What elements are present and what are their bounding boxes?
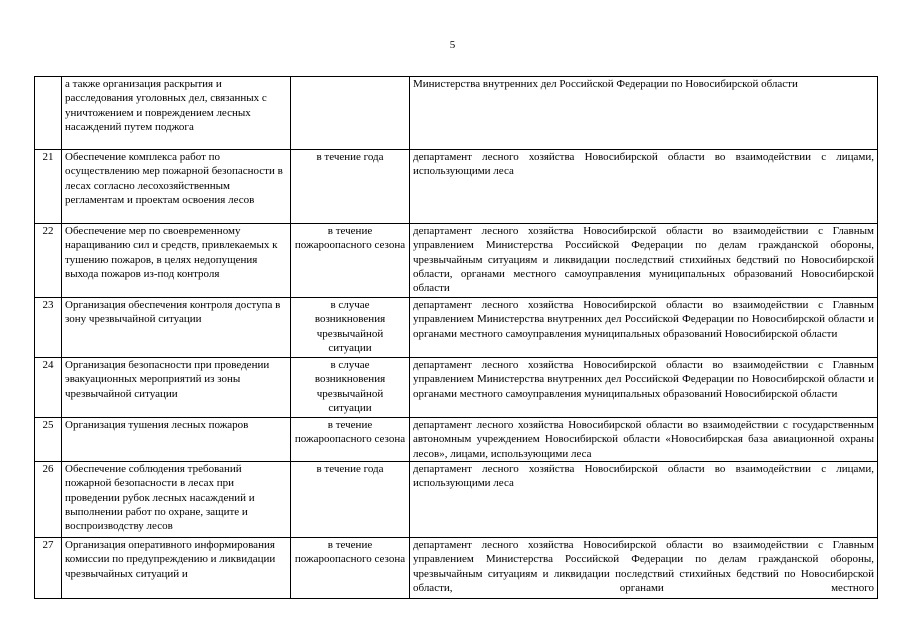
- row-number-cell: 23: [35, 298, 62, 358]
- executor-cell: департамент лесного хозяйства Новосибирской области во взаимодействии с лицами, использующими леса: [410, 462, 878, 538]
- executor-cell: департамент лесного хозяйства Новосибирской области во взаимодействии с государственным автономным учреждением Новосибирской области «Новосибирская база авиационной охраны лесов», лицами, использующими леса: [410, 418, 878, 462]
- row-number-cell: 27: [35, 538, 62, 599]
- row-number-cell: 25: [35, 418, 62, 462]
- row-number-cell: [35, 77, 62, 150]
- table-row: [35, 298, 878, 358]
- activity-cell: а также организация раскрытия и расследования уголовных дел, связанных с уничтожением и повреждением лесных насаждений путем поджога: [62, 77, 291, 150]
- table-row: [35, 224, 878, 298]
- row-number-cell: 26: [35, 462, 62, 538]
- row-number-cell: 24: [35, 358, 62, 418]
- row-number-cell: 22: [35, 224, 62, 298]
- term-cell: в течение пожароопасного сезона: [291, 538, 410, 599]
- table-row: [35, 77, 878, 150]
- activity-cell: Организация обеспечения контроля доступа в зону чрезвычайной ситуации: [62, 298, 291, 358]
- table-row: [35, 358, 878, 418]
- activity-cell: Обеспечение соблюдения требований пожарной безопасности в лесах при проведении рубок лесных насаждений и выполнении работ по охране, защите и воспроизводству лесов: [62, 462, 291, 538]
- activity-cell: Организация тушения лесных пожаров: [62, 418, 291, 462]
- executor-cell: департамент лесного хозяйства Новосибирской области во взаимодействии с Главным управлением Министерства внутренних дел Российской Федерации по Новосибирской области и органами местного самоуправления муниципальных образований Новосибирской области: [410, 358, 878, 418]
- activity-cell: Организация безопасности при проведении эвакуационных мероприятий из зоны чрезвычайной ситуации: [62, 358, 291, 418]
- term-cell: в случае возникновения чрезвычайной ситуации: [291, 358, 410, 418]
- table-row: [35, 150, 878, 224]
- executor-cell: департамент лесного хозяйства Новосибирской области во взаимодействии с Главным управлением Министерства Российской Федерации по делам гражданской обороны, чрезвычайным ситуациям и ликвидации последствий стихийных бедствий по Новосибирской области, органами местного самоуправления муниципальных образований Новосибирской области: [410, 224, 878, 298]
- executor-cell: Министерства внутренних дел Российской Федерации по Новосибирской области: [410, 77, 878, 150]
- term-cell: в течение года: [291, 150, 410, 224]
- activity-cell: Обеспечение комплекса работ по осуществлению мер пожарной безопасности в лесах согласно лесохозяйственным регламентам и проектам освоения лесов: [62, 150, 291, 224]
- term-cell: в течение года: [291, 462, 410, 538]
- term-cell: в течение пожароопасного сезона: [291, 224, 410, 298]
- term-cell: в случае возникновения чрезвычайной ситуации: [291, 298, 410, 358]
- table-row: [35, 418, 878, 462]
- executor-cell: департамент лесного хозяйства Новосибирской области во взаимодействии с Главным управлением Министерства внутренних дел Российской Федерации по Новосибирской области и органами местного самоуправления муниципальных образований Новосибирской области: [410, 298, 878, 358]
- activity-cell: Обеспечение мер по своевременному наращиванию сил и средств, привлекаемых к тушению пожаров, в целях недопущения выхода пожаров из-под контроля: [62, 224, 291, 298]
- activity-cell: Организация оперативного информирования комиссии по предупреждению и ликвидации чрезвычайных ситуаций и: [62, 538, 291, 599]
- table-row: [35, 462, 878, 538]
- executor-cell: департамент лесного хозяйства Новосибирской области во взаимодействии с лицами, использующими леса: [410, 150, 878, 224]
- table-row: [35, 538, 878, 599]
- term-cell: [291, 77, 410, 150]
- page-number: 5: [449, 39, 456, 51]
- activities-table: [34, 76, 878, 599]
- executor-cell: департамент лесного хозяйства Новосибирской области во взаимодействии с Главным управлением Министерства Российской Федерации по делам гражданской обороны, чрезвычайным ситуациям и ликвидации последствий стихийных бедствий по Новосибирской области, органами местного: [410, 538, 878, 599]
- term-cell: в течение пожароопасного сезона: [291, 418, 410, 462]
- row-number-cell: 21: [35, 150, 62, 224]
